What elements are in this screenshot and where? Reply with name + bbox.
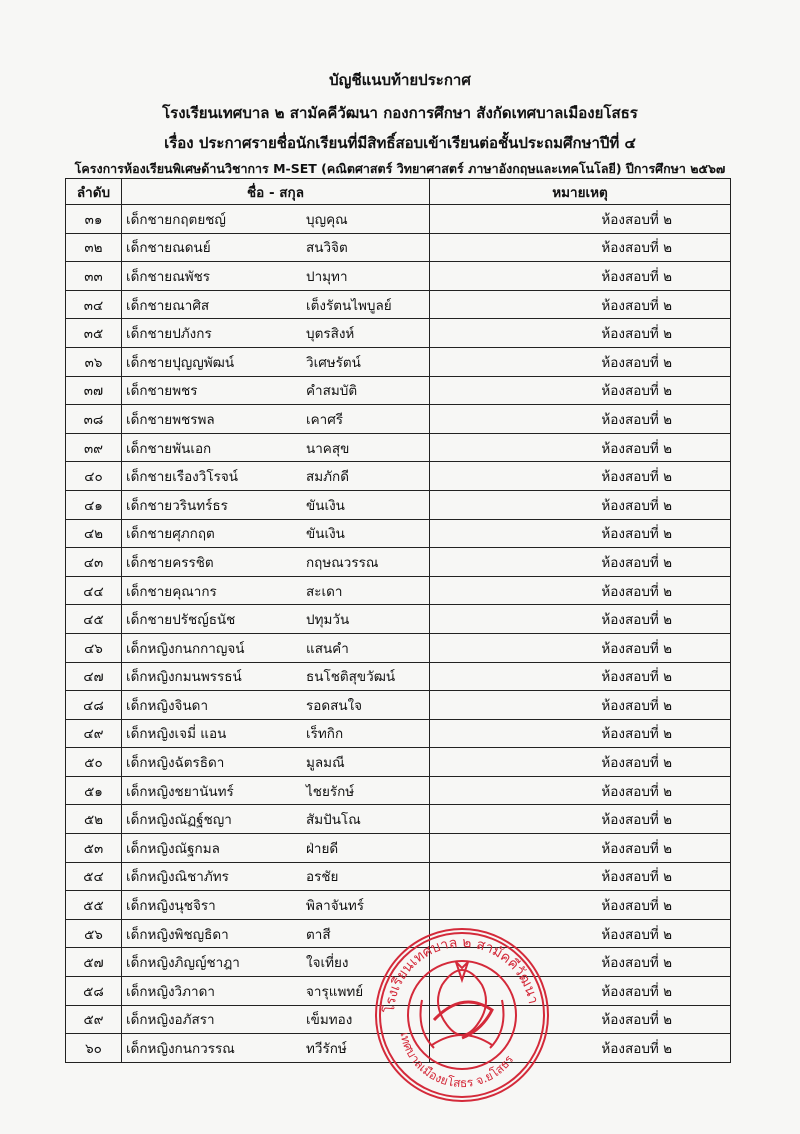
- student-name-cell: [122, 862, 430, 891]
- row-number: ๔๔: [66, 576, 122, 605]
- row-number: ๓๑: [66, 205, 122, 234]
- program-name: โครงการห้องเรียนพิเศษด้านวิชาการ M-SET (คณิตศาสตร์ วิทยาศาสตร์ ภาษาอังกฤษและเทคโนโลยี) ปีการศึกษา ๒๕๖๗: [74, 161, 726, 176]
- exam-room-note: ห้องสอบที่ ๒: [430, 948, 731, 977]
- student-last-name: เร็ทกิก: [306, 726, 344, 743]
- student-name-cell: [122, 691, 430, 720]
- exam-room-note: ห้องสอบที่ ๒: [430, 490, 731, 519]
- student-first-name: เด็กหญิงวิภาดา: [126, 983, 215, 1000]
- row-number: ๓๘: [66, 405, 122, 434]
- student-name-cell: [122, 376, 430, 405]
- student-last-name: ขันเงิน: [306, 497, 345, 514]
- student-first-name: เด็กชายปภังกร: [126, 326, 212, 343]
- exam-room-note: ห้องสอบที่ ๒: [430, 748, 731, 777]
- student-name-cell: [122, 891, 430, 920]
- exam-room-note: ห้องสอบที่ ๒: [430, 548, 731, 577]
- exam-room-note: ห้องสอบที่ ๒: [430, 862, 731, 891]
- table-row: [66, 548, 731, 577]
- exam-room-note: ห้องสอบที่ ๒: [430, 605, 731, 634]
- student-name-cell: [122, 605, 430, 634]
- student-name-cell: [122, 834, 430, 863]
- table-row: [66, 834, 731, 863]
- exam-room-note: ห้องสอบที่ ๒: [430, 691, 731, 720]
- row-number: ๕๘: [66, 977, 122, 1006]
- exam-room-note: ห้องสอบที่ ๒: [430, 805, 731, 834]
- student-first-name: เด็กชายพันเอก: [126, 440, 212, 457]
- student-first-name: เด็กชายศุภกฤต: [126, 526, 215, 543]
- exam-room-note: ห้องสอบที่ ๒: [430, 1005, 731, 1034]
- table-row: [66, 605, 731, 634]
- student-name-cell: [122, 205, 430, 234]
- table-row: [66, 319, 731, 348]
- student-first-name: เด็กหญิงเจมี่ แอน: [126, 726, 227, 743]
- student-first-name: เด็กชายณดนย์: [126, 240, 211, 257]
- exam-room-note: ห้องสอบที่ ๒: [430, 891, 731, 920]
- student-first-name: เด็กหญิงอภัสรา: [126, 1012, 215, 1029]
- student-first-name: เด็กชายปรัชญ์ธนัช: [126, 612, 236, 629]
- student-last-name: ใจเที่ยง: [306, 955, 349, 972]
- table-row: [66, 262, 731, 291]
- table-row: [66, 205, 731, 234]
- row-number: ๕๕: [66, 891, 122, 920]
- student-last-name: ไชยรักษ์: [306, 783, 355, 800]
- student-first-name: เด็กหญิงณัฏฐ์ชญา: [126, 812, 232, 829]
- header-no: ลำดับ: [66, 179, 122, 205]
- row-number: ๔๕: [66, 605, 122, 634]
- student-first-name: เด็กหญิงกนกวรรณ: [126, 1041, 235, 1058]
- row-number: ๔๑: [66, 490, 122, 519]
- header-note: หมายเหตุ: [430, 179, 731, 205]
- row-number: ๓๔: [66, 290, 122, 319]
- exam-room-note: ห้องสอบที่ ๒: [430, 576, 731, 605]
- student-first-name: เด็กชายคุณากร: [126, 583, 217, 600]
- student-last-name: ตาสี: [306, 926, 331, 943]
- student-name-cell: [122, 776, 430, 805]
- student-first-name: เด็กหญิงฉัตรธิดา: [126, 755, 225, 772]
- table-row: [66, 691, 731, 720]
- student-last-name: เข็มทอง: [306, 1012, 353, 1029]
- exam-room-note: ห้องสอบที่ ๒: [430, 662, 731, 691]
- student-name-cell: [122, 633, 430, 662]
- row-number: ๕๔: [66, 862, 122, 891]
- student-last-name: จารุแพทย์: [306, 983, 364, 1000]
- table-row: [66, 433, 731, 462]
- student-name-cell: [122, 519, 430, 548]
- row-number: ๓๙: [66, 433, 122, 462]
- student-last-name: สะเดา: [306, 583, 343, 600]
- document-title: บัญชีแนบท้ายประกาศ: [329, 71, 471, 89]
- row-number: ๔๐: [66, 462, 122, 491]
- student-last-name: สนวิจิต: [306, 240, 348, 257]
- row-number: ๕๐: [66, 748, 122, 777]
- exam-room-note: ห้องสอบที่ ๒: [430, 405, 731, 434]
- student-last-name: ธนโชติสุขวัฒน์: [306, 669, 396, 686]
- student-first-name: เด็กชายวรินทร์ธร: [126, 497, 228, 514]
- student-last-name: เคาศรี: [306, 411, 344, 428]
- exam-room-note: ห้องสอบที่ ๒: [430, 376, 731, 405]
- table-row: [66, 576, 731, 605]
- announcement-subject: เรื่อง ประกาศรายชื่อนักเรียนที่มีสิทธิ์สอบเข้าเรียนต่อชั้นประถมศึกษาปีที่ ๔: [164, 134, 636, 152]
- student-last-name: อรชัย: [306, 869, 339, 886]
- exam-room-note: ห้องสอบที่ ๒: [430, 977, 731, 1006]
- table-row: [66, 776, 731, 805]
- row-number: ๔๗: [66, 662, 122, 691]
- student-first-name: เด็กหญิงกนกกาญจน์: [126, 640, 245, 657]
- student-first-name: เด็กชายเรืองวิโรจน์: [126, 469, 238, 486]
- header-name: ชื่อ - สกุล: [122, 179, 430, 205]
- exam-room-note: ห้องสอบที่ ๒: [430, 233, 731, 262]
- student-name-cell: [122, 319, 430, 348]
- student-last-name: ปามุทา: [306, 268, 348, 285]
- table-row: [66, 862, 731, 891]
- student-last-name: นาคสุข: [306, 440, 350, 457]
- exam-room-note: ห้องสอบที่ ๒: [430, 519, 731, 548]
- exam-room-note: ห้องสอบที่ ๒: [430, 633, 731, 662]
- table-row: [66, 519, 731, 548]
- row-number: ๔๖: [66, 633, 122, 662]
- student-first-name: เด็กหญิงพิชญธิดา: [126, 926, 229, 943]
- student-first-name: เด็กชายพชรพล: [126, 411, 215, 428]
- student-first-name: เด็กชายพชร: [126, 383, 198, 400]
- student-last-name: สมภักดี: [306, 469, 349, 486]
- table-row: [66, 405, 731, 434]
- student-last-name: คำสมบัติ: [306, 383, 358, 400]
- student-last-name: พิลาจันทร์: [306, 898, 365, 915]
- table-row: [66, 748, 731, 777]
- row-number: ๔๙: [66, 719, 122, 748]
- student-last-name: บุตรสิงห์: [306, 326, 355, 343]
- row-number: ๕๗: [66, 948, 122, 977]
- exam-room-note: ห้องสอบที่ ๒: [430, 290, 731, 319]
- student-name-cell: [122, 290, 430, 319]
- student-last-name: มูลมณี: [306, 755, 345, 772]
- student-first-name: เด็กชายกฤตยชญ์: [126, 211, 226, 228]
- row-number: ๕๖: [66, 919, 122, 948]
- table-row: [66, 233, 731, 262]
- student-name-cell: [122, 433, 430, 462]
- table-row: [66, 805, 731, 834]
- row-number: ๕๓: [66, 834, 122, 863]
- exam-room-note: ห้องสอบที่ ๒: [430, 719, 731, 748]
- student-last-name: รอดสนใจ: [306, 697, 363, 714]
- student-name-cell: [122, 347, 430, 376]
- student-last-name: ฝ่ายดี: [306, 840, 339, 857]
- student-name-cell: [122, 233, 430, 262]
- student-first-name: เด็กหญิงกมนพรรธน์: [126, 669, 242, 686]
- row-number: ๓๕: [66, 319, 122, 348]
- table-row: [66, 633, 731, 662]
- exam-room-note: ห้องสอบที่ ๒: [430, 262, 731, 291]
- student-name-cell: [122, 490, 430, 519]
- row-number: ๕๙: [66, 1005, 122, 1034]
- exam-room-note: ห้องสอบที่ ๒: [430, 834, 731, 863]
- student-name-cell: [122, 405, 430, 434]
- table-row: [66, 719, 731, 748]
- table-row: [66, 891, 731, 920]
- student-last-name: กฤษณวรรณ: [306, 554, 379, 571]
- row-number: ๓๓: [66, 262, 122, 291]
- student-last-name: วิเศษรัตน์: [306, 354, 361, 371]
- student-last-name: เต็งรัตนไพบูลย์: [306, 297, 392, 314]
- row-number: ๕๒: [66, 805, 122, 834]
- row-number: ๔๓: [66, 548, 122, 577]
- table-row: [66, 662, 731, 691]
- student-first-name: เด็กชายครรชิต: [126, 554, 214, 571]
- student-name-cell: [122, 748, 430, 777]
- exam-room-note: ห้องสอบที่ ๒: [430, 347, 731, 376]
- student-last-name: แสนคำ: [306, 640, 349, 657]
- exam-room-note: ห้องสอบที่ ๒: [430, 1034, 731, 1063]
- student-name-cell: [122, 662, 430, 691]
- row-number: ๓๒: [66, 233, 122, 262]
- row-number: ๔๒: [66, 519, 122, 548]
- table-row: [66, 290, 731, 319]
- student-first-name: เด็กหญิงภิญญ์ชาฎา: [126, 955, 240, 972]
- student-name-cell: [122, 576, 430, 605]
- table-header-row: [66, 179, 731, 205]
- table-row: [66, 462, 731, 491]
- exam-room-note: ห้องสอบที่ ๒: [430, 776, 731, 805]
- student-name-cell: [122, 462, 430, 491]
- student-name-cell: [122, 262, 430, 291]
- student-name-cell: [122, 548, 430, 577]
- exam-room-note: ห้องสอบที่ ๒: [430, 205, 731, 234]
- row-number: ๖๐: [66, 1034, 122, 1063]
- school-seal-stamp: [372, 925, 552, 1105]
- student-last-name: บุญคุณ: [306, 211, 348, 228]
- exam-room-note: ห้องสอบที่ ๒: [430, 462, 731, 491]
- student-first-name: เด็กชายณพัชร: [126, 268, 211, 285]
- seal-ring-top-text: โรงเรียนเทศบาล ๒ สามัคคีวัฒนา: [381, 934, 542, 1014]
- exam-room-note: ห้องสอบที่ ๒: [430, 433, 731, 462]
- student-last-name: ทวีรักษ์: [306, 1041, 347, 1058]
- student-first-name: เด็กหญิงชยานันทร์: [126, 783, 234, 800]
- student-first-name: เด็กชายปุญญพัฒน์: [126, 354, 235, 371]
- student-first-name: เด็กชายณาศิส: [126, 297, 210, 314]
- student-last-name: ขันเงิน: [306, 526, 345, 543]
- table-row: [66, 347, 731, 376]
- student-first-name: เด็กหญิงณัฐกมล: [126, 840, 220, 857]
- student-first-name: เด็กหญิงจินดา: [126, 697, 209, 714]
- student-last-name: ปทุมวัน: [306, 612, 350, 629]
- exam-room-note: ห้องสอบที่ ๒: [430, 319, 731, 348]
- student-last-name: สัมปันโณ: [306, 812, 361, 829]
- row-number: ๓๖: [66, 347, 122, 376]
- exam-room-note: ห้องสอบที่ ๒: [430, 919, 731, 948]
- row-number: ๔๘: [66, 691, 122, 720]
- school-name: โรงเรียนเทศบาล ๒ สามัคคีวัฒนา กองการศึกษา สังกัดเทศบาลเมืองยโสธร: [162, 104, 638, 122]
- row-number: ๓๗: [66, 376, 122, 405]
- row-number: ๕๑: [66, 776, 122, 805]
- seal-ring-bottom-text: เทศบาลเมืองยโสธร จ.ยโสธร: [397, 1031, 517, 1091]
- table-row: [66, 376, 731, 405]
- student-first-name: เด็กหญิงณิชาภัทร: [126, 869, 229, 886]
- student-first-name: เด็กหญิงนุชจิรา: [126, 898, 216, 915]
- table-row: [66, 490, 731, 519]
- student-name-cell: [122, 719, 430, 748]
- student-name-cell: [122, 805, 430, 834]
